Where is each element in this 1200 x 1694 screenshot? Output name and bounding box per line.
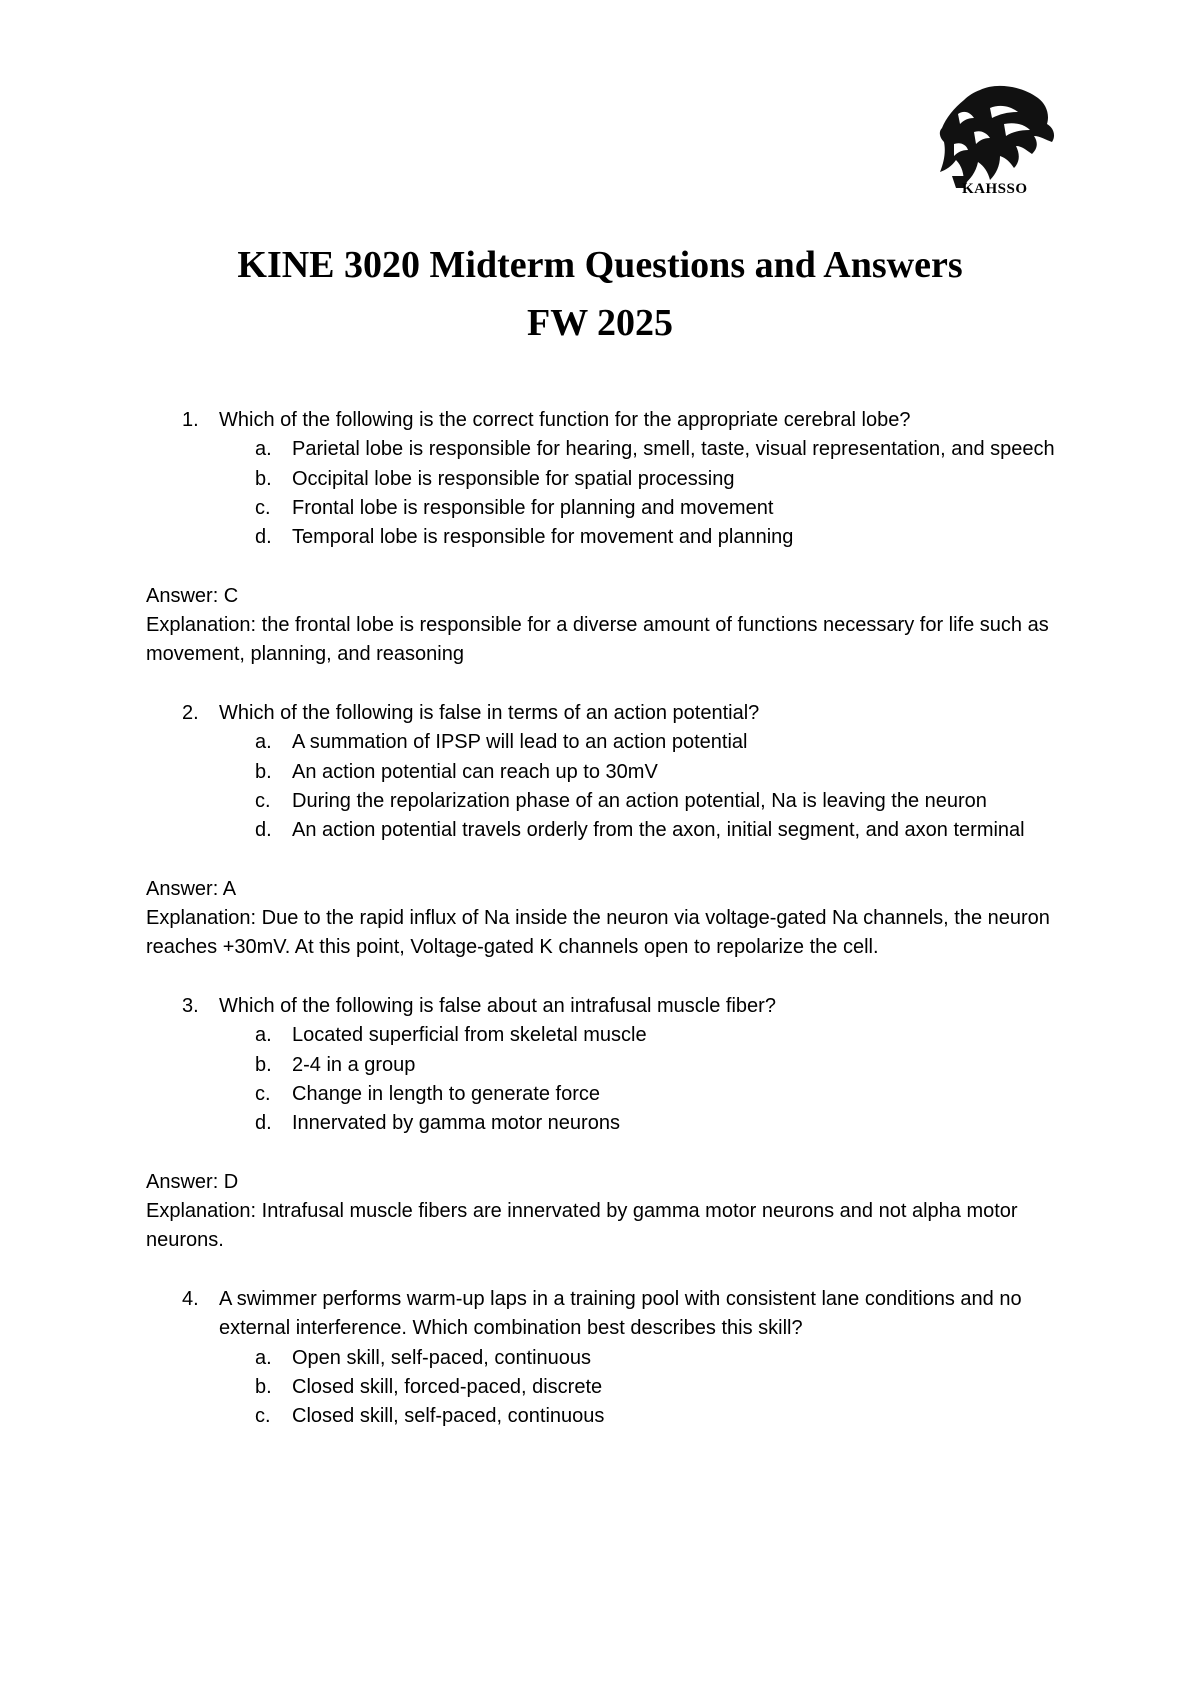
option-letter: a. — [255, 438, 272, 461]
answer-line: Answer: C — [146, 584, 239, 607]
option-a — [146, 435, 1066, 464]
option-letter: d. — [255, 526, 272, 549]
question-number: 4. — [182, 1287, 199, 1310]
option-text: Occipital lobe is responsible for spatial processing — [292, 467, 735, 490]
question-2 — [146, 699, 1066, 728]
option-a — [146, 1344, 1066, 1373]
option-b — [146, 465, 1066, 494]
question-1 — [146, 406, 1066, 435]
explanation-text: Explanation: Due to the rapid influx of Na inside the neuron via voltage-gated Na channels, the neuron reaches +30mV. At this point, Voltage-gated K channels open to repolarize the cell. — [146, 907, 1050, 959]
option-letter: d. — [255, 819, 272, 842]
question-2-options — [146, 728, 1066, 845]
option-b — [146, 1051, 1066, 1080]
answer-block-3 — [146, 1168, 1066, 1256]
option-letter: a. — [255, 731, 272, 754]
question-number: 2. — [182, 701, 199, 724]
document-body — [146, 406, 1066, 1431]
question-4-options — [146, 1344, 1066, 1432]
logo — [934, 84, 1060, 206]
option-a — [146, 728, 1066, 757]
option-a — [146, 1021, 1066, 1050]
answer-block-2 — [146, 875, 1066, 963]
option-letter: b. — [255, 1053, 272, 1076]
question-3-options — [146, 1021, 1066, 1138]
option-text: Temporal lobe is responsible for movement and planning — [292, 526, 794, 549]
title-line-2: FW 2025 — [526, 302, 674, 344]
option-c — [146, 494, 1066, 523]
page-title — [0, 236, 1200, 352]
option-text: During the repolarization phase of an action potential, Na is leaving the neuron — [292, 789, 987, 812]
option-b — [146, 1373, 1066, 1402]
question-4 — [146, 1285, 1066, 1344]
option-letter: c. — [255, 1082, 271, 1105]
question-1-options — [146, 435, 1066, 552]
option-letter: c. — [255, 789, 271, 812]
logo-text: KAHSSO — [962, 181, 1028, 197]
option-c — [146, 1080, 1066, 1109]
option-text: Parietal lobe is responsible for hearing, smell, taste, visual representation, and speech — [292, 438, 1055, 461]
question-text: Which of the following is false about an intrafusal muscle fiber? — [219, 994, 776, 1017]
option-text: Closed skill, self-paced, continuous — [292, 1405, 605, 1428]
explanation-text: Explanation: the frontal lobe is responsible for a diverse amount of functions necessary for life such as movement, planning, and reasoning — [146, 614, 1049, 666]
option-c — [146, 1402, 1066, 1431]
option-text: Innervated by gamma motor neurons — [292, 1112, 620, 1135]
question-number: 3. — [182, 994, 199, 1017]
option-text: 2-4 in a group — [292, 1053, 416, 1076]
question-text: Which of the following is the correct function for the appropriate cerebral lobe? — [219, 409, 911, 431]
question-number: 1. — [182, 409, 199, 431]
option-text: Open skill, self-paced, continuous — [292, 1346, 592, 1369]
option-c — [146, 787, 1066, 816]
question-3 — [146, 992, 1066, 1021]
title-line-1: KINE 3020 Midterm Questions and Answers — [237, 244, 963, 286]
question-text: A swimmer performs warm-up laps in a training pool with consistent lane conditions and no external interference. Which combination best describes this skill? — [219, 1287, 1022, 1340]
answer-block-1 — [146, 582, 1066, 670]
question-text: Which of the following is false in terms of an action potential? — [219, 701, 760, 724]
option-b — [146, 758, 1066, 787]
option-text: An action potential can reach up to 30mV — [292, 760, 658, 783]
option-letter: b. — [255, 1375, 272, 1398]
answer-line: Answer: D — [146, 1170, 239, 1193]
option-text: A summation of IPSP will lead to an action potential — [292, 731, 748, 754]
option-letter: a. — [255, 1024, 272, 1047]
option-text: Frontal lobe is responsible for planning and movement — [292, 496, 774, 519]
option-text: An action potential travels orderly from the axon, initial segment, and axon terminal — [292, 819, 1025, 842]
option-text: Located superficial from skeletal muscle — [292, 1024, 647, 1047]
option-d — [146, 523, 1066, 552]
explanation-text: Explanation: Intrafusal muscle fibers are innervated by gamma motor neurons and not alpha motor neurons. — [146, 1200, 1018, 1252]
option-letter: c. — [255, 1405, 271, 1428]
option-letter: d. — [255, 1112, 272, 1135]
option-d — [146, 816, 1066, 845]
option-d — [146, 1109, 1066, 1138]
option-letter: b. — [255, 760, 272, 783]
answer-line: Answer: A — [146, 877, 237, 900]
option-letter: c. — [255, 496, 271, 519]
option-text: Change in length to generate force — [292, 1082, 600, 1105]
option-letter: b. — [255, 467, 272, 490]
option-text: Closed skill, forced-paced, discrete — [292, 1375, 603, 1398]
option-letter: a. — [255, 1346, 272, 1369]
